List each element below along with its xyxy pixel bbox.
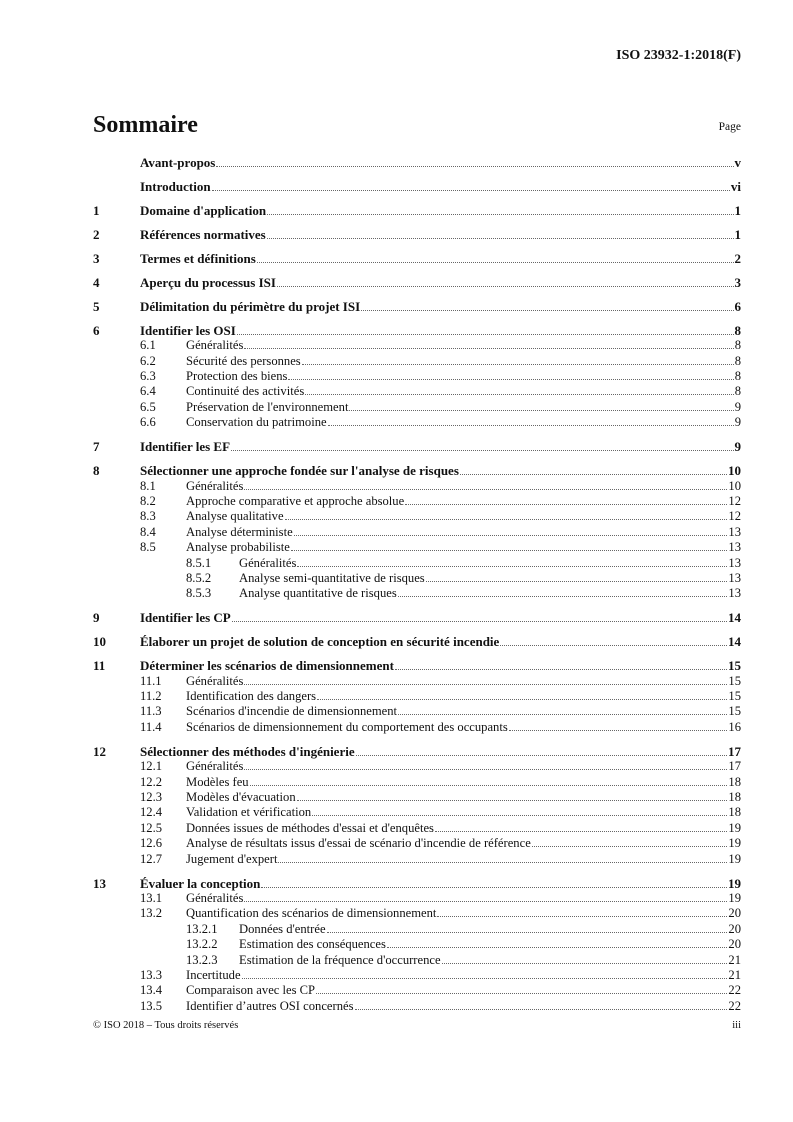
toc-entry-title: Modèles d'évacuation bbox=[186, 790, 296, 804]
toc-leader-dots bbox=[244, 684, 727, 685]
toc-entry-title: Analyse quantitative de risques bbox=[239, 586, 397, 601]
toc-entry[interactable] bbox=[93, 805, 741, 820]
toc-leader-dots bbox=[532, 846, 728, 847]
toc-leader-dots bbox=[267, 238, 734, 239]
toc-entry-title: Sélectionner une approche fondée sur l'analyse de risques bbox=[140, 463, 459, 479]
toc-entry-page: 20 bbox=[728, 937, 741, 952]
toc-entry-title: Scénarios de dimensionnement du comportement des occupants bbox=[186, 719, 508, 734]
toc-entry[interactable] bbox=[93, 999, 741, 1014]
toc-entry-number: 12.3 bbox=[140, 790, 163, 804]
toc-entry-page: 3 bbox=[734, 274, 741, 290]
toc-entry[interactable] bbox=[93, 836, 741, 851]
toc-leader-dots bbox=[261, 887, 727, 888]
toc-entry[interactable] bbox=[93, 463, 741, 478]
toc-leader-dots bbox=[250, 785, 728, 786]
toc-entry-number: 5 bbox=[93, 298, 100, 314]
toc-entry-title: Avant-propos bbox=[140, 155, 216, 170]
toc-entry-page: 13 bbox=[728, 524, 741, 539]
toc-leader-dots bbox=[437, 916, 727, 917]
toc-entry-number: 8 bbox=[93, 463, 100, 479]
toc-entry-number: 6.4 bbox=[140, 384, 156, 399]
toc-entry-page: vi bbox=[730, 178, 741, 194]
toc-entry-title: Analyse déterministe bbox=[186, 524, 293, 539]
toc-entry-number: 13.4 bbox=[140, 983, 163, 998]
toc-entry-number: 12.6 bbox=[140, 836, 163, 851]
toc-entry-title: Identifier les EF bbox=[140, 439, 231, 455]
toc-entry-number: 13 bbox=[93, 875, 106, 891]
toc-entry-title: Analyse de résultats issus d'essai de scénario d'incendie de référence bbox=[186, 836, 531, 851]
toc-entry-title: Préservation de l'environnement bbox=[186, 399, 349, 414]
toc-leader-dots bbox=[216, 166, 733, 167]
toc-leader-dots bbox=[291, 550, 728, 551]
toc-entry[interactable] bbox=[93, 674, 741, 689]
toc-leader-dots bbox=[294, 535, 728, 536]
toc-entry[interactable] bbox=[93, 876, 741, 891]
toc-entry[interactable] bbox=[93, 775, 741, 790]
toc-entry-page: 19 bbox=[728, 890, 741, 905]
toc-entry-title: Généralités bbox=[186, 759, 244, 774]
toc-leader-dots bbox=[244, 769, 727, 770]
toc-entry[interactable] bbox=[93, 203, 741, 218]
toc-leader-dots bbox=[317, 699, 727, 700]
toc-entry-page: 14 bbox=[728, 610, 741, 626]
toc-entry-title: Scénarios d'incendie de dimensionnement bbox=[186, 704, 398, 719]
toc-entry-number: 12.2 bbox=[140, 774, 163, 789]
toc-entry-title: Évaluer la conception bbox=[140, 875, 261, 891]
toc-entry-title: Données issues de méthodes d'essai et d'enquêtes bbox=[186, 820, 434, 835]
toc-entry-number: 6.1 bbox=[140, 338, 156, 353]
toc-entry-title: Généralités bbox=[186, 890, 244, 905]
toc-entry-page: 15 bbox=[728, 658, 741, 674]
toc-leader-dots bbox=[267, 214, 733, 215]
toc-entry-number: 6 bbox=[93, 322, 100, 338]
toc-leader-dots bbox=[285, 519, 728, 520]
toc-leader-dots bbox=[297, 566, 727, 567]
toc-leader-dots bbox=[509, 730, 728, 731]
toc-entry[interactable] bbox=[93, 704, 741, 719]
toc-entry[interactable] bbox=[93, 354, 741, 369]
toc-entry[interactable] bbox=[93, 571, 741, 586]
toc-entry-number: 10 bbox=[93, 634, 106, 650]
toc-entry[interactable] bbox=[93, 369, 741, 384]
toc-entry-title: Termes et définitions bbox=[140, 250, 256, 266]
toc-leader-dots bbox=[327, 932, 728, 933]
toc-entry-page: 20 bbox=[728, 921, 741, 936]
toc-entry[interactable] bbox=[93, 415, 741, 430]
toc-entry-page: 10 bbox=[728, 463, 741, 479]
toc-entry-title: Quantification des scénarios de dimensionnement bbox=[186, 906, 437, 921]
toc-entry-page: 10 bbox=[728, 478, 741, 493]
toc-entry[interactable] bbox=[93, 251, 741, 266]
toc-leader-dots bbox=[231, 450, 733, 451]
toc-entry-page: 8 bbox=[734, 322, 741, 338]
toc-leader-dots bbox=[297, 800, 728, 801]
toc-entry-number: 12 bbox=[93, 743, 106, 759]
toc-entry-page: 8 bbox=[734, 384, 741, 399]
toc-entry-number: 3 bbox=[93, 250, 100, 266]
toc-entry-title: Élaborer un projet de solution de conception en sécurité incendie bbox=[140, 634, 500, 650]
toc-leader-dots bbox=[328, 425, 734, 426]
toc-entry-page: 13 bbox=[728, 586, 741, 601]
toc-entry-number: 8.4 bbox=[140, 524, 156, 539]
toc-entry-number: 13.2 bbox=[140, 906, 163, 921]
toc-entry-number: 13.2.1 bbox=[186, 921, 218, 936]
toc-entry[interactable] bbox=[93, 179, 741, 194]
toc-leader-dots bbox=[244, 489, 727, 490]
toc-leader-dots bbox=[442, 963, 728, 964]
toc-entry-page: 13 bbox=[728, 555, 741, 570]
toc-entry-page: 17 bbox=[728, 759, 741, 774]
toc-leader-dots bbox=[500, 645, 727, 646]
toc-leader-dots bbox=[305, 394, 733, 395]
toc-entry-title: Analyse probabiliste bbox=[186, 540, 290, 555]
toc-entry-page: 15 bbox=[728, 673, 741, 688]
toc-leader-dots bbox=[395, 669, 727, 670]
toc-entry-title: Données d'entrée bbox=[239, 921, 326, 936]
toc-leader-dots bbox=[316, 993, 727, 994]
toc-entry-title: Estimation de la fréquence d'occurrence bbox=[239, 952, 441, 967]
toc-entry-page: 13 bbox=[728, 570, 741, 585]
toc-entry-page: 19 bbox=[728, 875, 741, 891]
toc-entry-page: 18 bbox=[728, 790, 741, 804]
toc-entry[interactable] bbox=[93, 658, 741, 673]
toc-entry-page: 8 bbox=[734, 338, 741, 353]
toc-entry[interactable] bbox=[93, 744, 741, 759]
toc-entry-title: Sécurité des personnes bbox=[186, 353, 301, 368]
toc-leader-dots bbox=[398, 714, 727, 715]
toc-leader-dots bbox=[277, 286, 734, 287]
toc-entry[interactable] bbox=[93, 821, 741, 836]
toc-leader-dots bbox=[405, 504, 727, 505]
toc-entry-page: 21 bbox=[728, 967, 741, 982]
toc-leader-dots bbox=[244, 901, 727, 902]
toc-entry-page: 15 bbox=[728, 689, 741, 704]
toc-entry-title: Délimitation du périmètre du projet ISI bbox=[140, 298, 361, 314]
toc-leader-dots bbox=[361, 310, 733, 311]
toc-entry-number: 8.5.3 bbox=[186, 586, 212, 601]
toc-leader-dots bbox=[460, 474, 727, 475]
toc-entry-page: 20 bbox=[728, 906, 741, 921]
toc-entry-title: Généralités bbox=[186, 673, 244, 688]
toc-entry[interactable] bbox=[93, 479, 741, 494]
toc-leader-dots bbox=[435, 831, 727, 832]
toc-entry-number: 11.4 bbox=[140, 719, 162, 734]
toc-entry-page: 14 bbox=[728, 634, 741, 650]
toc-entry[interactable] bbox=[93, 323, 741, 338]
toc-entry[interactable] bbox=[93, 852, 741, 867]
toc-entry-page: 12 bbox=[728, 509, 741, 524]
toc-leader-dots bbox=[387, 947, 728, 948]
toc-entry-number: 12.1 bbox=[140, 759, 163, 774]
toc-leader-dots bbox=[232, 621, 727, 622]
page-column-label: Page bbox=[718, 121, 741, 133]
toc-entry-number: 11.3 bbox=[140, 704, 162, 719]
toc-leader-dots bbox=[356, 755, 727, 756]
toc-entry[interactable] bbox=[93, 299, 741, 314]
toc-entry-number: 8.5.1 bbox=[186, 555, 212, 570]
toc-entry-number: 11 bbox=[93, 658, 106, 674]
toc-entry-title: Approche comparative et approche absolue bbox=[186, 493, 405, 508]
page-title: Sommaire bbox=[93, 112, 198, 138]
toc-entry-title: Conservation du patrimoine bbox=[186, 415, 327, 430]
toc-leader-dots bbox=[302, 364, 734, 365]
toc-leader-dots bbox=[426, 581, 728, 582]
toc-leader-dots bbox=[349, 410, 733, 411]
toc-entry[interactable] bbox=[93, 634, 741, 649]
toc-entry-page: 9 bbox=[734, 399, 741, 414]
toc-leader-dots bbox=[288, 379, 733, 380]
toc-entry-number: 13.3 bbox=[140, 967, 163, 982]
toc-entry-number: 12.5 bbox=[140, 820, 163, 835]
toc-leader-dots bbox=[355, 1009, 728, 1010]
toc-entry-title: Analyse qualitative bbox=[186, 509, 284, 524]
toc-entry-page: 16 bbox=[728, 719, 741, 734]
toc-entry-page: 17 bbox=[728, 743, 741, 759]
toc-entry[interactable] bbox=[93, 922, 741, 937]
toc-entry-number: 2 bbox=[93, 226, 100, 242]
toc-leader-dots bbox=[312, 815, 727, 816]
toc-entry-number: 8.2 bbox=[140, 493, 156, 508]
toc-leader-dots bbox=[244, 348, 733, 349]
toc-entry-page: 15 bbox=[728, 704, 741, 719]
toc-entry-page: 19 bbox=[728, 851, 741, 866]
toc-entry-number: 12.7 bbox=[140, 851, 163, 866]
toc-entry-title: Introduction bbox=[140, 178, 211, 194]
toc-entry-page: 18 bbox=[728, 774, 741, 789]
toc-leader-dots bbox=[242, 978, 728, 979]
toc-entry-title: Identifier d’autres OSI concernés bbox=[186, 998, 354, 1013]
toc-entry[interactable] bbox=[93, 906, 741, 921]
toc-entry-page: 13 bbox=[728, 540, 741, 555]
toc-entry-title: Protection des biens bbox=[186, 369, 288, 384]
toc-entry-title: Incertitude bbox=[186, 967, 241, 982]
toc-entry[interactable] bbox=[93, 968, 741, 983]
toc-entry[interactable] bbox=[93, 439, 741, 454]
toc-entry[interactable] bbox=[93, 540, 741, 555]
toc-entry-page: v bbox=[734, 155, 741, 170]
toc-entry-page: 8 bbox=[734, 369, 741, 384]
toc-entry-number: 8.1 bbox=[140, 478, 156, 493]
toc-entry-title: Continuité des activités bbox=[186, 384, 305, 399]
toc-entry-title: Sélectionner des méthodes d'ingénierie bbox=[140, 743, 355, 759]
toc-entry[interactable] bbox=[93, 509, 741, 524]
toc-entry-page: 12 bbox=[728, 493, 741, 508]
toc-entry-title: Généralités bbox=[186, 478, 244, 493]
toc-entry-number: 6.5 bbox=[140, 399, 156, 414]
toc-leader-dots bbox=[398, 596, 728, 597]
toc-entry-title: Domaine d'application bbox=[140, 202, 267, 218]
toc-entry[interactable] bbox=[93, 556, 741, 571]
toc-entry-title: Généralités bbox=[186, 338, 244, 353]
toc-entry-title: Modèles feu bbox=[186, 774, 249, 789]
toc-entry-number: 11.1 bbox=[140, 673, 162, 688]
toc-entry-title: Déterminer les scénarios de dimensionnement bbox=[140, 658, 394, 674]
toc-entry-page: 18 bbox=[728, 805, 741, 820]
toc-entry[interactable] bbox=[93, 891, 741, 906]
toc-entry-number: 8.3 bbox=[140, 509, 156, 524]
toc-entry[interactable] bbox=[93, 338, 741, 353]
toc-entry-page: 1 bbox=[734, 226, 741, 242]
toc-entry[interactable] bbox=[93, 759, 741, 774]
toc-entry-page: 1 bbox=[734, 202, 741, 218]
toc-entry-page: 9 bbox=[734, 439, 741, 455]
toc-entry-title: Identifier les CP bbox=[140, 610, 231, 626]
toc-entry-page: 6 bbox=[734, 298, 741, 314]
toc-entry-number: 8.5 bbox=[140, 540, 156, 555]
toc-entry[interactable] bbox=[93, 689, 741, 704]
toc-entry-page: 22 bbox=[728, 998, 741, 1013]
footer-page-number: iii bbox=[732, 1020, 741, 1031]
toc-entry[interactable] bbox=[93, 400, 741, 415]
toc-entry[interactable] bbox=[93, 790, 741, 805]
toc-entry[interactable] bbox=[93, 525, 741, 540]
toc-entry-page: 21 bbox=[728, 952, 741, 967]
toc-entry[interactable] bbox=[93, 586, 741, 601]
toc-entry-title: Analyse semi-quantitative de risques bbox=[239, 570, 425, 585]
toc-entry[interactable] bbox=[93, 384, 741, 399]
toc-entry-number: 13.1 bbox=[140, 890, 163, 905]
toc-entry[interactable] bbox=[93, 155, 741, 170]
toc-entry[interactable] bbox=[93, 494, 741, 509]
toc-entry-title: Identification des dangers bbox=[186, 689, 317, 704]
footer-copyright: © ISO 2018 – Tous droits réservés bbox=[93, 1020, 239, 1031]
toc-leader-dots bbox=[278, 862, 727, 863]
toc-entry[interactable] bbox=[93, 227, 741, 242]
toc-entry-number: 12.4 bbox=[140, 805, 163, 820]
toc-entry-number: 13.2.3 bbox=[186, 952, 218, 967]
toc-entry-number: 9 bbox=[93, 610, 100, 626]
toc-leader-dots bbox=[257, 262, 734, 263]
toc-entry-number: 6.6 bbox=[140, 415, 156, 430]
toc-entry-title: Validation et vérification bbox=[186, 805, 312, 820]
toc-entry[interactable] bbox=[93, 937, 741, 952]
toc-entry-title: Jugement d'expert bbox=[186, 851, 278, 866]
toc-entry-number: 13.2.2 bbox=[186, 937, 218, 952]
toc-entry-page: 9 bbox=[734, 415, 741, 430]
toc-leader-dots bbox=[212, 190, 730, 191]
document-id: ISO 23932-1:2018(F) bbox=[616, 48, 741, 63]
toc-entry-number: 1 bbox=[93, 202, 100, 218]
toc-entry-page: 19 bbox=[728, 820, 741, 835]
toc-entry-page: 22 bbox=[728, 983, 741, 998]
toc-leader-dots bbox=[237, 334, 734, 335]
toc-entry-title: Généralités bbox=[239, 555, 297, 570]
toc-entry-number: 8.5.2 bbox=[186, 570, 212, 585]
toc-entry[interactable] bbox=[93, 610, 741, 625]
toc-entry[interactable] bbox=[93, 720, 741, 735]
toc-entry-title: Comparaison avec les CP bbox=[186, 983, 316, 998]
toc-entry-page: 2 bbox=[734, 250, 741, 266]
toc-entry-number: 4 bbox=[93, 274, 100, 290]
toc-entry-page: 8 bbox=[734, 353, 741, 368]
toc-entry-number: 13.5 bbox=[140, 998, 163, 1013]
toc-entry-number: 6.3 bbox=[140, 369, 156, 384]
toc-entry-number: 6.2 bbox=[140, 353, 156, 368]
toc-entry[interactable] bbox=[93, 983, 741, 998]
toc-entry-title: Identifier les OSI bbox=[140, 322, 236, 338]
toc-entry-number: 7 bbox=[93, 439, 100, 455]
toc-entry-title: Aperçu du processus ISI bbox=[140, 274, 276, 290]
toc-entry-page: 19 bbox=[728, 836, 741, 851]
table-of-contents bbox=[93, 147, 741, 1014]
toc-entry-title: Estimation des conséquences bbox=[239, 937, 386, 952]
toc-entry[interactable] bbox=[93, 275, 741, 290]
toc-entry[interactable] bbox=[93, 953, 741, 968]
toc-entry-title: Références normatives bbox=[140, 226, 266, 242]
toc-entry-number: 11.2 bbox=[140, 689, 162, 704]
